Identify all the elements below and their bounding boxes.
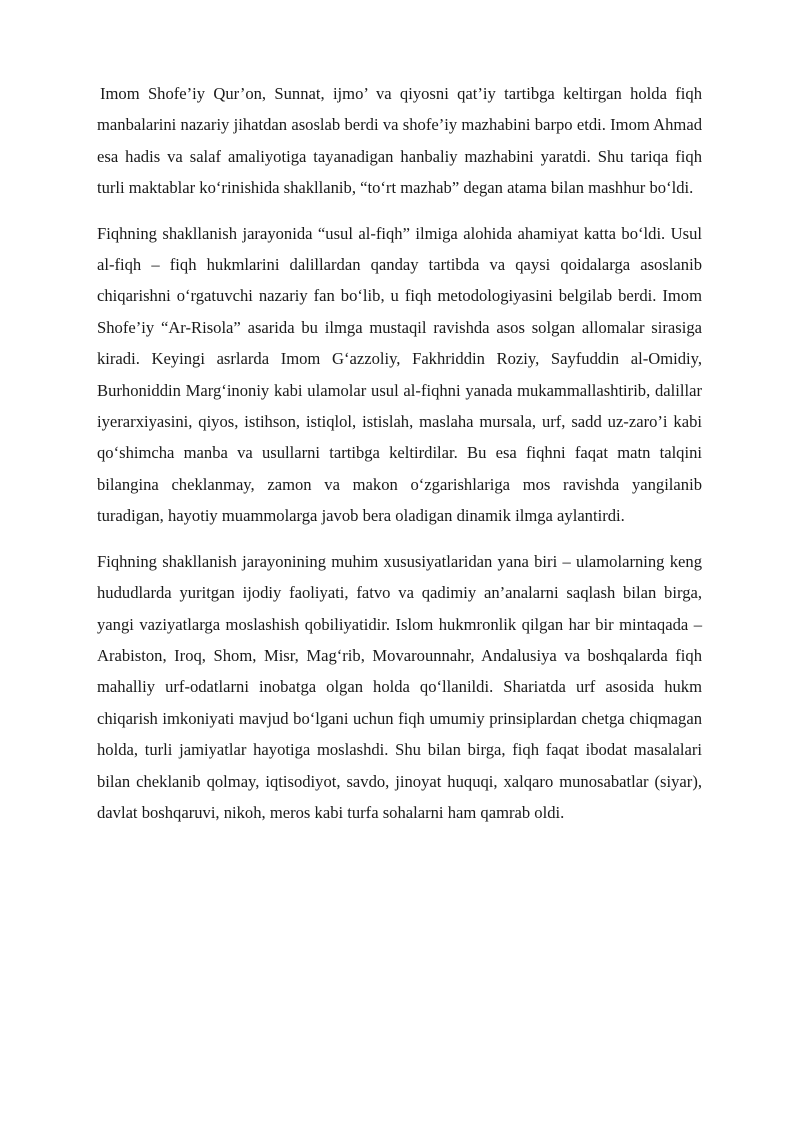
- paragraph-3: Fiqhning shakllanish jarayonining muhim xususiyatlaridan yana biri – ulamolarning keng hududlarda yuritgan ijodiy faoliyati, fatvo va qadimiy an’analarni saqlash bilan birga, yangi vaziyatlarga moslashish qobiliyatidir. Islom hukmronlik qilgan har bir mintaqada – Arabiston, Iroq, Shom, Misr, Mag‘rib, Movarounnahr, Andalusiya va boshqalarda fiqh mahalliy urf-odatlarni inobatga olgan holda qo‘llanildi. Shariatda urf asosida hukm chiqarish imkoniyati mavjud bo‘lgani uchun fiqh umumiy prinsiplardan chetga chiqmagan holda, turli jamiyatlar hayotiga moslashdi. Shu bilan birga, fiqh faqat ibodat masalalari bilan cheklanib qolmay, iqtisodiyot, savdo, jinoyat huquqi, xalqaro munosabatlar (siyar), davlat boshqaruvi, nikoh, meros kabi turfa sohalarni ham qamrab oldi.: [97, 551, 702, 822]
- document-page: [97, 78, 702, 842]
- paragraph-2: Fiqhning shakllanish jarayonida “usul al-fiqh” ilmiga alohida ahamiyat katta bo‘ldi. Usul al-fiqh – fiqh hukmlarini dalillardan qanday tartibda va qaysi qoidalarga asoslanib chiqarishni o‘rgatuvchi nazariy fan bo‘lib, u fiqh metodologiyasini belgilab berdi. Imom Shofe’iy “Ar-Risola” asarida bu ilmga mustaqil ravishda asos solgan allomalar sirasiga kiradi. Keyingi asrlarda Imom G‘azzoliy, Fakhriddin Roziy, Sayfuddin al-Omidiy, Burhoniddin Marg‘inoniy kabi ulamolar usul al-fiqhni yanada mukammallashtirib, dalillar iyerarxiyasini, qiyos, istihson, istiqlol, istislah, maslaha mursala, urf, sadd uz-zaro’i kabi qo‘shimcha manba va usullarni tartibga keltirdilar. Bu esa fiqhni faqat matn talqini bilangina cheklanmay, zamon va makon o‘zgarishlariga mos ravishda yangilanib turadigan, hayotiy muammolarga javob bera oladigan dinamik ilmga aylantirdi.: [97, 223, 702, 526]
- paragraph-1: Imom Shofe’iy Qur’on, Sunnat, ijmo’ va qiyosni qat’iy tartibga keltirgan holda fiqh manbalarini nazariy jihatdan asoslab berdi va shofe’iy mazhabini barpo etdi. Imom Ahmad esa hadis va salaf amaliyotiga tayanadigan hanbaliy mazhabini yaratdi. Shu tariqa fiqh turli maktablar ko‘rinishida shakllanib, “to‘rt mazhab” degan atama bilan mashhur bo‘ldi.: [97, 84, 702, 198]
